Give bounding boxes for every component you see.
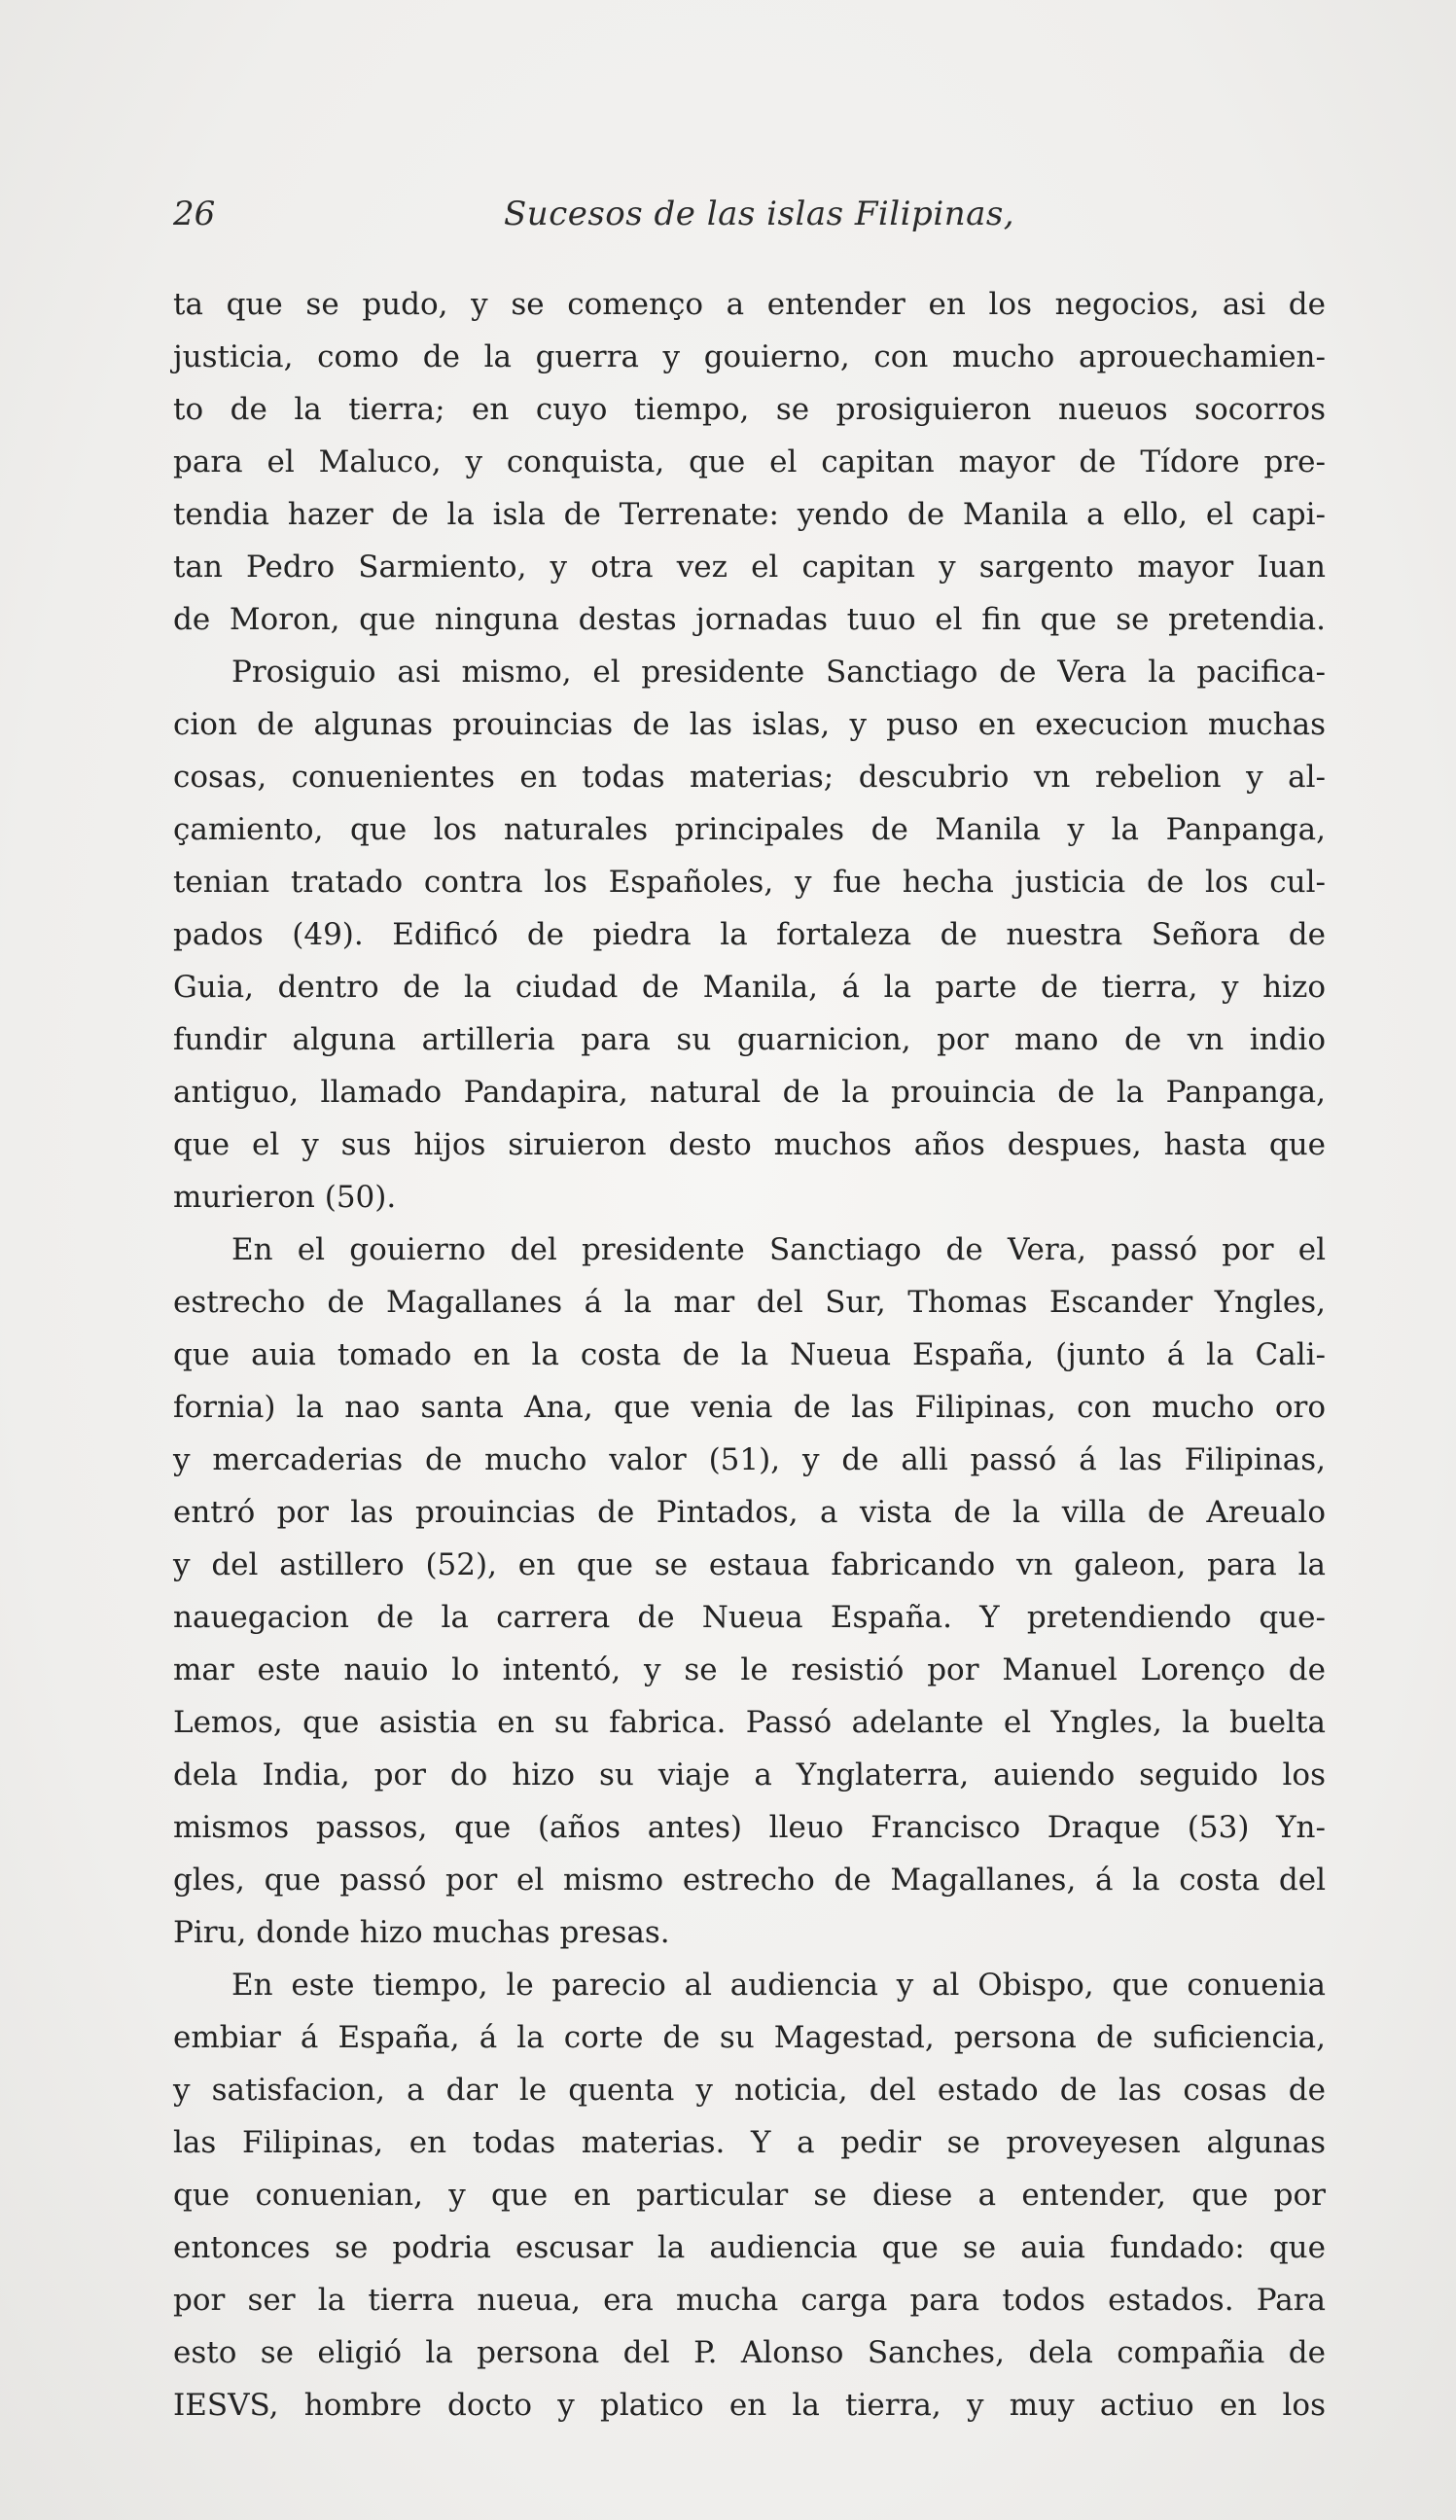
text-line: embiar á España, á la corte de su Magestad, persona de suficiencia, [173,2020,1326,2055]
text-line: tendia hazer de la isla de Terrenate: yendo de Manila a ello, el capi- [173,497,1326,532]
text-line: las Filipinas, en todas materias. Y a pedir se proveyesen algunas [173,2125,1326,2160]
text-line: de Moron, que ninguna destas jornadas tuuo el fin que se pretendia. [173,602,1326,637]
body-text [173,278,1326,2431]
page-header [173,195,1321,253]
text-line: y mercaderias de mucho valor (51), y de alli passó á las Filipinas, [173,1442,1326,1477]
text-line: pados (49). Edificó de piedra la fortaleza de nuestra Señora de [173,917,1326,952]
text-line: justicia, como de la guerra y gouierno, con mucho aprouechamien- [173,339,1326,374]
text-line: dela India, por do hizo su viaje a Ynglaterra, auiendo seguido los [173,1757,1326,1792]
text-line: murieron (50). [173,1180,397,1215]
text-line: fornia) la nao santa Ana, que venia de las Filipinas, con mucho oro [173,1390,1326,1425]
text-line: tan Pedro Sarmiento, y otra vez el capitan y sargento mayor Iuan [173,550,1326,585]
text-line: y del astillero (52), en que se estaua fabricando vn galeon, para la [173,1547,1326,1582]
text-line: IESVS, hombre docto y platico en la tierra, y muy actiuo en los [173,2388,1326,2423]
text-line: que auia tomado en la costa de la Nueua España, (junto á la Cali- [173,1337,1326,1372]
text-line: Guia, dentro de la ciudad de Manila, á la parte de tierra, y hizo [173,970,1326,1005]
text-line: mar este nauio lo intentó, y se le resistió por Manuel Lorenço de [173,1652,1326,1687]
text-line: estrecho de Magallanes á la mar del Sur, Thomas Escander Yngles, [173,1285,1326,1320]
running-title: Sucesos de las islas Filipinas, [504,195,1015,233]
text-line: Prosiguio asi mismo, el presidente Sanctiago de Vera la pacifica- [231,655,1326,690]
text-line: entró por las prouincias de Pintados, a vista de la villa de Areualo [173,1495,1326,1530]
text-line: mismos passos, que (años antes) lleuo Francisco Draque (53) Yn- [173,1810,1326,1845]
text-line: Piru, donde hizo muchas presas. [173,1915,670,1950]
text-line: ta que se pudo, y se començo a entender en los negocios, asi de [173,287,1326,322]
text-line: entonces se podria escusar la audiencia que se auia fundado: que [173,2230,1326,2265]
text-line: que conuenian, y que en particular se diese a entender, que por [173,2178,1326,2213]
text-line: por ser la tierra nueua, era mucha carga para todos estados. Para [173,2283,1326,2318]
text-line: nauegacion de la carrera de Nueua España. Y pretendiendo que- [173,1600,1326,1635]
text-line: antiguo, llamado Pandapira, natural de la prouincia de la Panpanga, [173,1075,1326,1110]
page-number: 26 [173,195,216,233]
text-line: para el Maluco, y conquista, que el capitan mayor de Tídore pre- [173,444,1326,479]
text-line: fundir alguna artilleria para su guarnicion, por mano de vn indio [173,1022,1326,1057]
text-line: y satisfacion, a dar le quenta y noticia, del estado de las cosas de [173,2073,1326,2108]
text-line: to de la tierra; en cuyo tiempo, se prosiguieron nueuos socorros [173,392,1326,427]
text-line: gles, que passó por el mismo estrecho de Magallanes, á la costa del [173,1863,1326,1898]
text-line: que el y sus hijos siruieron desto muchos años despues, hasta que [173,1127,1326,1162]
text-line: çamiento, que los naturales principales de Manila y la Panpanga, [173,812,1326,847]
text-line: En este tiempo, le parecio al audiencia y al Obispo, que conuenia [231,1968,1326,2003]
text-line: En el gouierno del presidente Sanctiago de Vera, passó por el [231,1232,1326,1267]
text-line: Lemos, que asistia en su fabrica. Passó adelante el Yngles, la buelta [173,1705,1326,1740]
text-line: cosas, conuenientes en todas materias; descubrio vn rebelion y al- [173,760,1326,795]
text-line: esto se eligió la persona del P. Alonso Sanches, dela compañia de [173,2335,1326,2370]
text-line: cion de algunas prouincias de las islas, y puso en execucion muchas [173,707,1326,742]
text-line: tenian tratado contra los Españoles, y fue hecha justicia de los cul- [173,865,1326,900]
